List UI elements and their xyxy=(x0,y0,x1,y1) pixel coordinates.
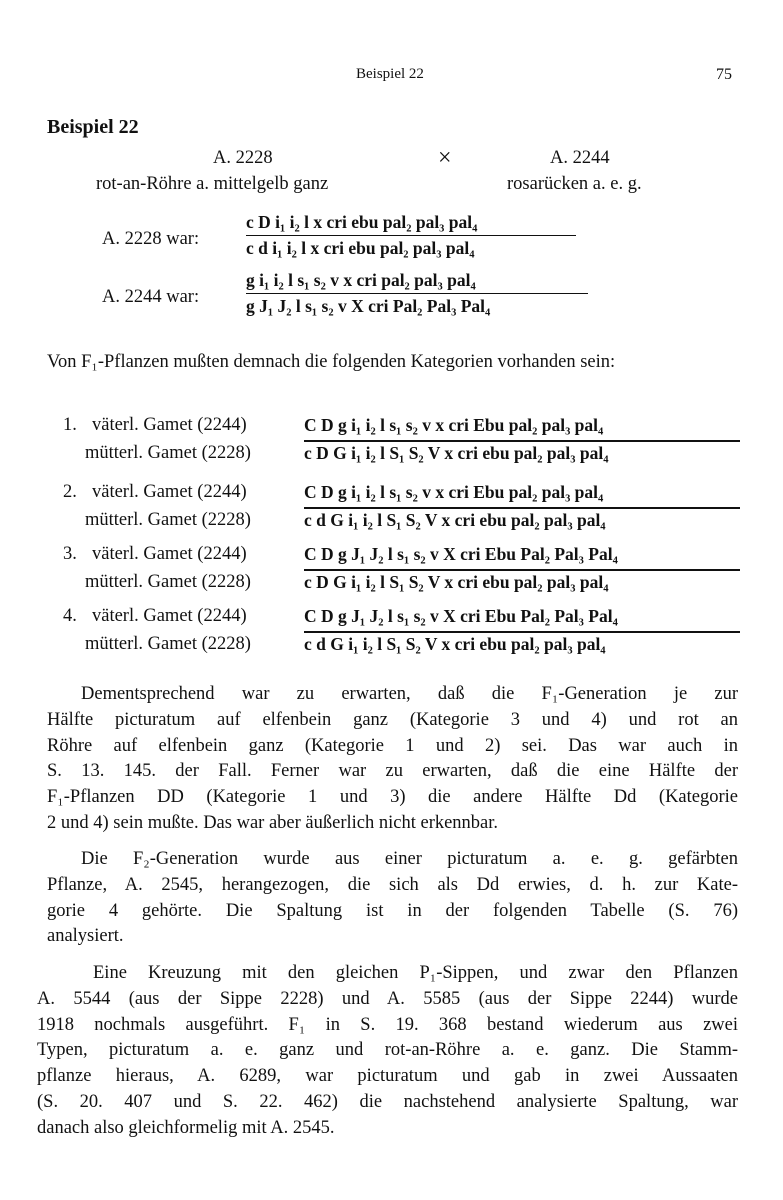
fraction-line xyxy=(304,507,740,509)
formula-label: A. 2228 war: xyxy=(102,229,200,249)
text-line: Die F₂-Generation wurde aus einer picturatum a. e. g. gefärbten xyxy=(81,849,738,869)
text-line: Röhre auf elfenbein ganz (Kategorie 1 und 2) sei. Das war auch in xyxy=(47,735,738,756)
text-line: Hälfte picturatum auf elfenbein ganz (Kategorie 3 und 4) und rot an xyxy=(47,709,738,730)
text-line: F₁-Pflanzen DD (Kategorie 1 und 3) die andere Hälfte Dd (Kategorie xyxy=(47,787,738,808)
genotype-fraction xyxy=(246,212,576,259)
fraction-line xyxy=(304,440,740,442)
body-paragraph xyxy=(37,961,738,1142)
gamete-formula: c d G i₁ i₂ l S₁ S₂ V x cri ebu pal₂ pal₃ pal₄ xyxy=(304,634,606,654)
page-number: 75 xyxy=(716,66,732,83)
gamete-formula: C D g i₁ i₂ l s₁ s₂ v x cri Ebu pal₂ pal₃ pal₄ xyxy=(304,415,604,435)
gamete-label: mütterl. Gamet (2228) xyxy=(85,572,251,592)
cross-right-description: rosarücken a. e. g. xyxy=(507,174,642,194)
gamete-formula: c d G i₁ i₂ l S₁ S₂ V x cri ebu pal₂ pal₃ pal₄ xyxy=(304,510,606,530)
text-line: gorie 4 gehörte. Die Spaltung ist in der folgenden Tabelle (S. 76) xyxy=(47,900,738,921)
text-line: 1918 nochmals ausgeführt. F₁ in S. 19. 368 bestand wiederum aus zwei xyxy=(37,1014,738,1035)
gamete-label: mütterl. Gamet (2228) xyxy=(85,510,251,530)
running-title: Beispiel 22 xyxy=(356,66,424,82)
formula-label: A. 2244 war: xyxy=(102,287,200,307)
genotype-numerator: g i₁ i₂ l s₁ s₂ v x cri pal₂ pal₃ pal₄ xyxy=(246,270,588,294)
text-line: analysiert. xyxy=(47,926,124,947)
fraction-line xyxy=(304,631,740,633)
genotype-fraction xyxy=(246,270,588,317)
gamete-formula: C D g J₁ J₂ l s₁ s₂ v X cri Ebu Pal₂ Pal₃ Pal₄ xyxy=(304,544,618,564)
genotype-numerator: c D i₁ i₂ l x cri ebu pal₂ pal₃ pal₄ xyxy=(246,212,576,236)
body-paragraph xyxy=(47,682,738,837)
gamete-formula: C D g i₁ i₂ l s₁ s₂ v x cri Ebu pal₂ pal₃ pal₄ xyxy=(304,482,604,502)
cross-left-id: A. 2228 xyxy=(213,148,273,168)
gamete-label: väterl. Gamet (2244) xyxy=(92,482,247,502)
intro-paragraph xyxy=(47,350,737,376)
genotype-denominator: c d i₁ i₂ l x cri ebu pal₂ pal₃ pal₄ xyxy=(246,238,475,258)
text-line: Eine Kreuzung mit den gleichen P₁-Sippen, und zwar den Pflanzen xyxy=(93,963,738,983)
gamete-label: väterl. Gamet (2244) xyxy=(92,544,247,564)
text-line: A. 5544 (aus der Sippe 2228) und A. 5585 (aus der Sippe 2244) wurde xyxy=(37,988,738,1009)
gamete-label: mütterl. Gamet (2228) xyxy=(85,443,251,463)
gamete-formula: c D G i₁ i₂ l S₁ S₂ V x cri ebu pal₂ pal₃ pal₄ xyxy=(304,443,609,463)
gamete-label: mütterl. Gamet (2228) xyxy=(85,634,251,654)
text-line: S. 13. 145. der Fall. Ferner war zu erwarten, daß die eine Hälfte der xyxy=(47,761,738,782)
text-line: danach also gleichformelig mit A. 2545. xyxy=(37,1117,335,1138)
gamete-formula: c D G i₁ i₂ l S₁ S₂ V x cri ebu pal₂ pal₃ pal₄ xyxy=(304,572,609,592)
genotype-denominator: g J₁ J₂ l s₁ s₂ v X cri Pal₂ Pal₃ Pal₄ xyxy=(246,296,491,316)
category-number: 4. xyxy=(63,606,77,626)
intro-text: Von F₁-Pflanzen mußten demnach die folgenden Kategorien vorhanden sein: xyxy=(47,352,616,372)
cross-right-id: A. 2244 xyxy=(550,148,610,168)
cross-left-description: rot-an-Röhre a. mittelgelb ganz xyxy=(96,174,329,194)
category-number: 3. xyxy=(63,544,77,564)
text-line: pflanze hieraus, A. 6289, war picturatum und gab in zwei Aussaaten xyxy=(37,1066,738,1087)
text-line: Dementsprechend war zu erwarten, daß die F₁-Generation je zur xyxy=(81,684,738,704)
text-line: 2 und 4) sein mußte. Das war aber äußerlich nicht erkennbar. xyxy=(47,812,499,833)
text-line: Typen, picturatum a. e. ganz und rot-an-Röhre a. e. ganz. Die Stamm- xyxy=(37,1040,738,1061)
section-title: Beispiel 22 xyxy=(47,116,139,138)
body-paragraph xyxy=(47,847,738,950)
text-line: (S. 20. 407 und S. 22. 462) die nachstehend analysierte Spaltung, war xyxy=(37,1091,738,1112)
cross-symbol: × xyxy=(438,145,452,171)
text-line: Pflanze, A. 2545, herangezogen, die sich als Dd erwies, d. h. zur Kate- xyxy=(47,874,738,895)
fraction-line xyxy=(304,569,740,571)
category-number: 2. xyxy=(63,482,77,502)
category-number: 1. xyxy=(63,415,77,435)
gamete-formula: C D g J₁ J₂ l s₁ s₂ v X cri Ebu Pal₂ Pal₃ Pal₄ xyxy=(304,606,618,626)
gamete-label: väterl. Gamet (2244) xyxy=(92,415,247,435)
gamete-label: väterl. Gamet (2244) xyxy=(92,606,247,626)
